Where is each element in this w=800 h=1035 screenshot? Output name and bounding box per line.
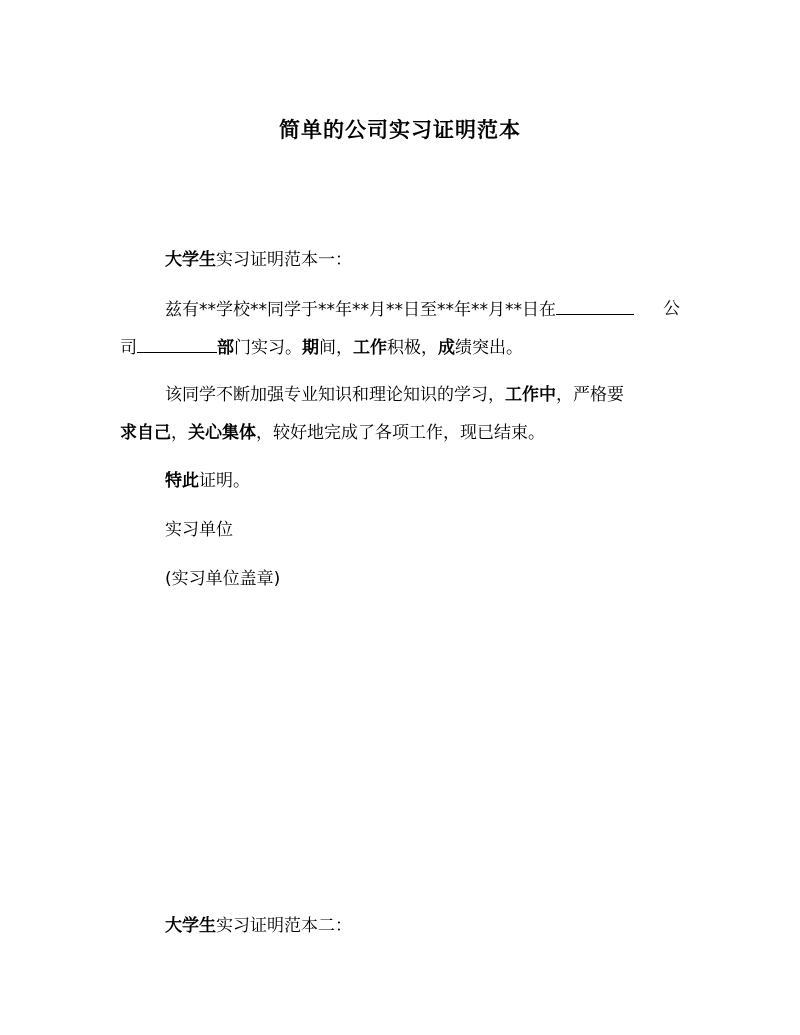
work-bold: 工作 [353, 338, 387, 358]
company-blank [556, 297, 634, 315]
paragraph1-line2-head: 司 [120, 338, 137, 358]
p2-text: 该同学不断加强专业知识和理论知识的学习， [165, 385, 505, 405]
p1-rest1: 门实习。 [234, 338, 302, 358]
p2-bold: 工作中 [505, 385, 556, 405]
p1-rest4: 绩突出。 [455, 338, 523, 358]
p2-rest: ，严格要 [556, 385, 624, 405]
sample1-heading [165, 248, 352, 272]
p2-sep: ， [171, 423, 188, 443]
paragraph1-line2 [120, 335, 523, 360]
paragraph2-line2 [120, 421, 545, 445]
sample1-heading-bold: 大学生 [165, 250, 216, 270]
p2-line2-rest: ，较好地完成了各项工作，现已结束。 [256, 423, 545, 443]
dept-bold: 部 [217, 338, 234, 358]
internship-unit: 实习单位 [165, 520, 233, 540]
sample2-heading [165, 914, 352, 938]
paragraph1-text: 兹有**学校**同学于**年**月**日至**年**月**日在 [165, 300, 556, 320]
paragraph1-tail: 公 [663, 299, 680, 319]
p1-rest2: 间， [319, 338, 353, 358]
sample1-heading-text: 实习证明范本一： [216, 250, 352, 270]
cheng-bold: 成 [438, 338, 455, 358]
document-title: 简单的公司实习证明范本 [279, 118, 521, 142]
period-bold: 期 [302, 338, 319, 358]
p1-rest3: 积极， [387, 338, 438, 358]
sample2-heading-bold: 大学生 [165, 916, 216, 936]
sample2-heading-text: 实习证明范本二： [216, 916, 352, 936]
p2-bold1: 求自己 [120, 423, 171, 443]
paragraph1-line1 [165, 297, 680, 322]
p2-bold2: 关心集体 [188, 423, 256, 443]
unit-seal: (实习单位盖章) [165, 569, 281, 589]
paragraph2-line1 [165, 383, 624, 407]
department-blank [137, 335, 217, 353]
p3-bold: 特此 [165, 471, 199, 491]
paragraph3 [165, 469, 250, 493]
p3-rest: 证明。 [199, 471, 250, 491]
